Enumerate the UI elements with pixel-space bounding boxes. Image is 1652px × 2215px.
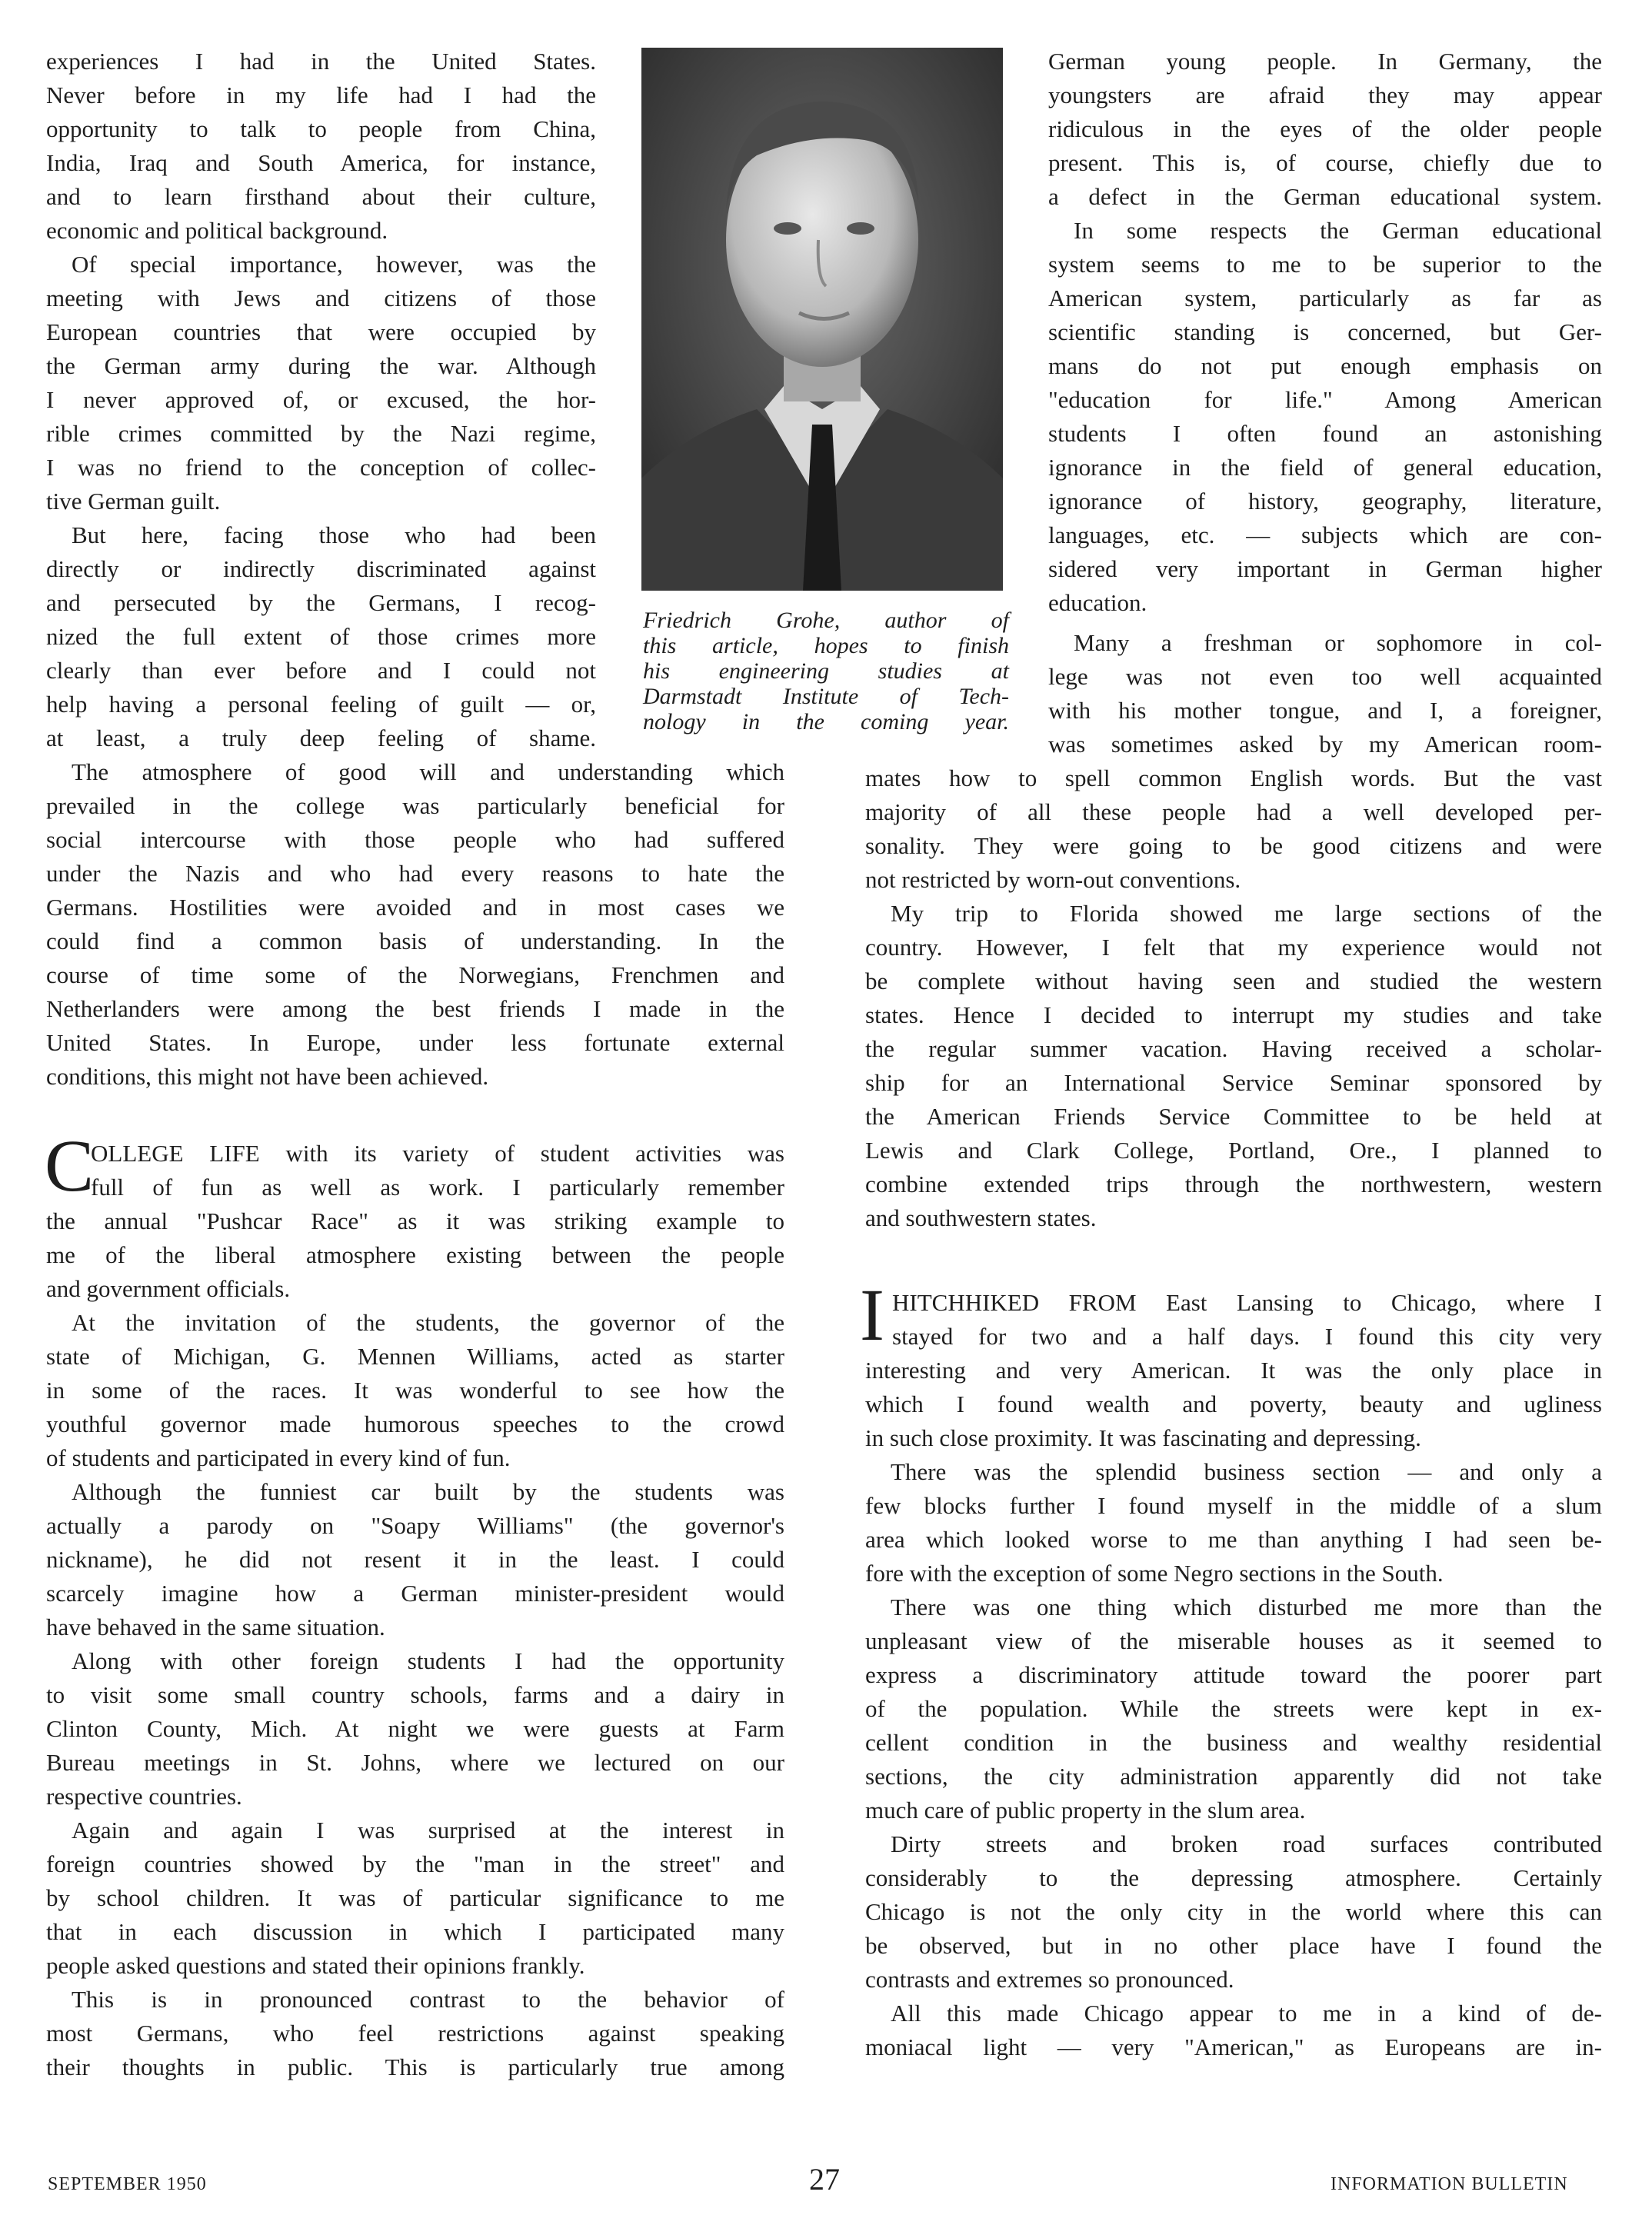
text-line: and southwestern states. — [865, 1204, 1097, 1231]
text-line: Dirty streets and broken road surfaces contributed — [891, 1830, 1602, 1857]
text-line: of students and participated in every kind of fun. — [46, 1444, 511, 1471]
text-line: to visit some small country schools, farms and a dairy in — [46, 1681, 784, 1708]
text-line: course of time some of the Norwegians, Frenchmen and — [46, 961, 784, 988]
caption-line: this article, hopes to finish — [643, 633, 1009, 658]
text-line: opportunity to talk to people from China, — [46, 115, 596, 142]
text-line: Lewis and Clark College, Portland, Ore., I planned to — [865, 1137, 1602, 1164]
text-line: Netherlanders were among the best friends I made in the — [46, 995, 784, 1022]
caption-line: Friedrich Grohe, author of — [643, 608, 1009, 633]
text-line: But here, facing those who had been — [72, 521, 596, 548]
text-line: experiences I had in the United States. — [46, 48, 596, 75]
text-line: ship for an International Service Seminar sponsored by — [865, 1069, 1602, 1096]
author-photo — [641, 48, 1003, 591]
text-line: conditions, this might not have been achieved. — [46, 1063, 489, 1090]
text-line: in some of the races. It was wonderful to see how the — [46, 1377, 784, 1404]
text-line: cellent condition in the business and wealthy residential — [865, 1729, 1602, 1756]
text-line: the regular summer vacation. Having received a scholar- — [865, 1035, 1602, 1062]
text-line: their thoughts in public. This is particularly true among — [46, 2053, 784, 2080]
text-line: There was one thing which disturbed me more than the — [891, 1594, 1602, 1620]
text-line: considerably to the depressing atmosphere. Certainly — [865, 1864, 1602, 1891]
text-line: combine extended trips through the northwestern, western — [865, 1171, 1602, 1197]
text-line: OLLEGE LIFE with its variety of student activities was — [91, 1140, 784, 1167]
text-line: India, Iraq and South America, for instance, — [46, 149, 596, 176]
text-line: The atmosphere of good will and understanding which — [72, 758, 784, 785]
text-line: me of the liberal atmosphere existing between the people — [46, 1241, 784, 1268]
text-line: interesting and very American. It was the only place in — [865, 1357, 1602, 1384]
text-line: This is in pronounced contrast to the behavior of — [72, 1986, 784, 2013]
text-line: people asked questions and stated their opinions frankly. — [46, 1952, 585, 1979]
text-line: that in each discussion in which I participated many — [46, 1918, 784, 1945]
text-line: with his mother tongue, and I, a foreigner, — [1048, 697, 1602, 724]
footer-date: SEPTEMBER 1950 — [48, 2174, 207, 2194]
text-line: I was no friend to the conception of collec- — [46, 454, 596, 481]
text-line: Although the funniest car built by the students was — [72, 1478, 784, 1505]
text-line: rible crimes committed by the Nazi regime, — [46, 420, 596, 447]
text-line: At the invitation of the students, the governor of the — [72, 1309, 784, 1336]
text-line: moniacal light — very "American," as Europeans are in- — [865, 2033, 1602, 2060]
text-line: directly or indirectly discriminated against — [46, 555, 596, 582]
text-line: ridiculous in the eyes of the older people — [1048, 115, 1602, 142]
text-line: meeting with Jews and citizens of those — [46, 285, 596, 311]
text-line: German young people. In Germany, the — [1048, 48, 1602, 75]
text-line: languages, etc. — subjects which are con- — [1048, 521, 1602, 548]
text-line: United States. In Europe, under less fortunate external — [46, 1029, 784, 1056]
text-line: not restricted by worn-out conventions. — [865, 866, 1241, 893]
text-line: was sometimes asked by my American room- — [1048, 731, 1602, 758]
text-line: ignorance of history, geography, literature, — [1048, 488, 1602, 515]
text-line: the American Friends Service Committee to be held at — [865, 1103, 1602, 1130]
text-line: which I found wealth and poverty, beauty and ugliness — [865, 1391, 1602, 1417]
text-line: most Germans, who feel restrictions against speaking — [46, 2020, 784, 2047]
text-line: and persecuted by the Germans, I recog- — [46, 589, 596, 616]
text-line: the German army during the war. Although — [46, 352, 596, 379]
text-line: stayed for two and a half days. I found this city very — [892, 1323, 1602, 1350]
text-line: nickname), he did not resent it in the least. I could — [46, 1546, 784, 1573]
text-line: economic and political background. — [46, 217, 388, 244]
text-line: and to learn firsthand about their culture, — [46, 183, 596, 210]
text-line: students I often found an astonishing — [1048, 420, 1602, 447]
text-line: lege was not even too well acquainted — [1048, 663, 1602, 690]
text-line: in such close proximity. It was fascinating and depressing. — [865, 1424, 1421, 1451]
text-line: much care of public property in the slum area. — [865, 1797, 1306, 1824]
text-line: unpleasant view of the miserable houses as it seemed to — [865, 1627, 1602, 1654]
text-line: country. However, I felt that my experience would not — [865, 934, 1602, 961]
text-line: at least, a truly deep feeling of shame. — [46, 724, 596, 751]
text-line: scientific standing is concerned, but Ger- — [1048, 318, 1602, 345]
text-line: youngsters are afraid they may appear — [1048, 82, 1602, 108]
text-line: be complete without having seen and studied the western — [865, 968, 1602, 994]
text-line: fore with the exception of some Negro sections in the South. — [865, 1560, 1444, 1587]
caption-line: nology in the coming year. — [643, 709, 1009, 734]
text-line: could find a common basis of understanding. In the — [46, 928, 784, 954]
text-line: I never approved of, or excused, the hor- — [46, 386, 596, 413]
text-line: clearly than ever before and I could not — [46, 657, 596, 684]
text-line: full of fun as well as work. I particularly remember — [91, 1174, 784, 1201]
text-line: prevailed in the college was particularly beneficial for — [46, 792, 784, 819]
text-line: mans do not put enough emphasis on — [1048, 352, 1602, 379]
text-line: of the population. While the streets were kept in ex- — [865, 1695, 1602, 1722]
text-line: Of special importance, however, was the — [72, 251, 596, 278]
text-line: be observed, but in no other place have I found the — [865, 1932, 1602, 1959]
text-line: Again and again I was surprised at the interest in — [72, 1817, 784, 1844]
caption-line: his engineering studies at — [643, 658, 1009, 684]
text-line: scarcely imagine how a German minister-president would — [46, 1580, 784, 1607]
text-line: nized the full extent of those crimes more — [46, 623, 596, 650]
text-line: HITCHHIKED FROM East Lansing to Chicago, where I — [892, 1289, 1602, 1316]
text-line: All this made Chicago appear to me in a kind of de- — [891, 2000, 1602, 2027]
text-line: My trip to Florida showed me large sections of the — [891, 900, 1602, 927]
text-line: Clinton County, Mich. At night we were guests at Farm — [46, 1715, 784, 1742]
text-line: ignorance in the field of general education, — [1048, 454, 1602, 481]
text-line: Chicago is not the only city in the world where this can — [865, 1898, 1602, 1925]
drop-cap: I — [860, 1274, 884, 1356]
text-line: system seems to me to be superior to the — [1048, 251, 1602, 278]
text-line: under the Nazis and who had every reasons to hate the — [46, 860, 784, 887]
text-line: have behaved in the same situation. — [46, 1614, 385, 1640]
text-line: European countries that were occupied by — [46, 318, 596, 345]
text-line: mates how to spell common English words. But the vast — [865, 764, 1602, 791]
text-line: Bureau meetings in St. Johns, where we lectured on our — [46, 1749, 784, 1776]
text-line: by school children. It was of particular significance to me — [46, 1884, 784, 1911]
text-line: tive German guilt. — [46, 488, 221, 515]
text-line: Germans. Hostilities were avoided and in most cases we — [46, 894, 784, 921]
caption-line: Darmstadt Institute of Tech- — [643, 684, 1009, 709]
text-line: In some respects the German educational — [1074, 217, 1602, 244]
text-line: Never before in my life had I had the — [46, 82, 596, 108]
text-line: sonality. They were going to be good citizens and were — [865, 832, 1602, 859]
text-line: majority of all these people had a well developed per- — [865, 798, 1602, 825]
text-line: Many a freshman or sophomore in col- — [1074, 629, 1602, 656]
text-line: There was the splendid business section — and only a — [891, 1458, 1602, 1485]
text-line: area which looked worse to me than anything I had seen be- — [865, 1526, 1602, 1553]
text-line: "education for life." Among American — [1048, 386, 1602, 413]
text-line: contrasts and extremes so pronounced. — [865, 1966, 1234, 1993]
text-line: states. Hence I decided to interrupt my studies and take — [865, 1001, 1602, 1028]
text-line: few blocks further I found myself in the middle of a slum — [865, 1492, 1602, 1519]
text-line: education. — [1048, 589, 1147, 616]
text-line: respective countries. — [46, 1783, 242, 1810]
text-line: sidered very important in German higher — [1048, 555, 1602, 582]
text-line: state of Michigan, G. Mennen Williams, acted as starter — [46, 1343, 784, 1370]
text-line: the annual "Pushcar Race" as it was striking example to — [46, 1207, 784, 1234]
text-line: present. This is, of course, chiefly due to — [1048, 149, 1602, 176]
text-line: youthful governor made humorous speeches to the crowd — [46, 1411, 784, 1437]
text-line: and government officials. — [46, 1275, 291, 1302]
text-line: actually a parody on "Soapy Williams" (the governor's — [46, 1512, 784, 1539]
text-line: American system, particularly as far as — [1048, 285, 1602, 311]
text-line: help having a personal feeling of guilt — or, — [46, 691, 596, 718]
text-line: a defect in the German educational system. — [1048, 183, 1602, 210]
text-line: express a discriminatory attitude toward the poorer part — [865, 1661, 1602, 1688]
footer-publication: INFORMATION BULLETIN — [1331, 2174, 1568, 2194]
text-line: social intercourse with those people who had suffered — [46, 826, 784, 853]
drop-cap: C — [45, 1124, 95, 1207]
text-line: foreign countries showed by the "man in the street" and — [46, 1850, 784, 1877]
text-line: sections, the city administration apparently did not take — [865, 1763, 1602, 1790]
text-line: Along with other foreign students I had the opportunity — [72, 1647, 784, 1674]
page-number: 27 — [809, 2162, 840, 2197]
